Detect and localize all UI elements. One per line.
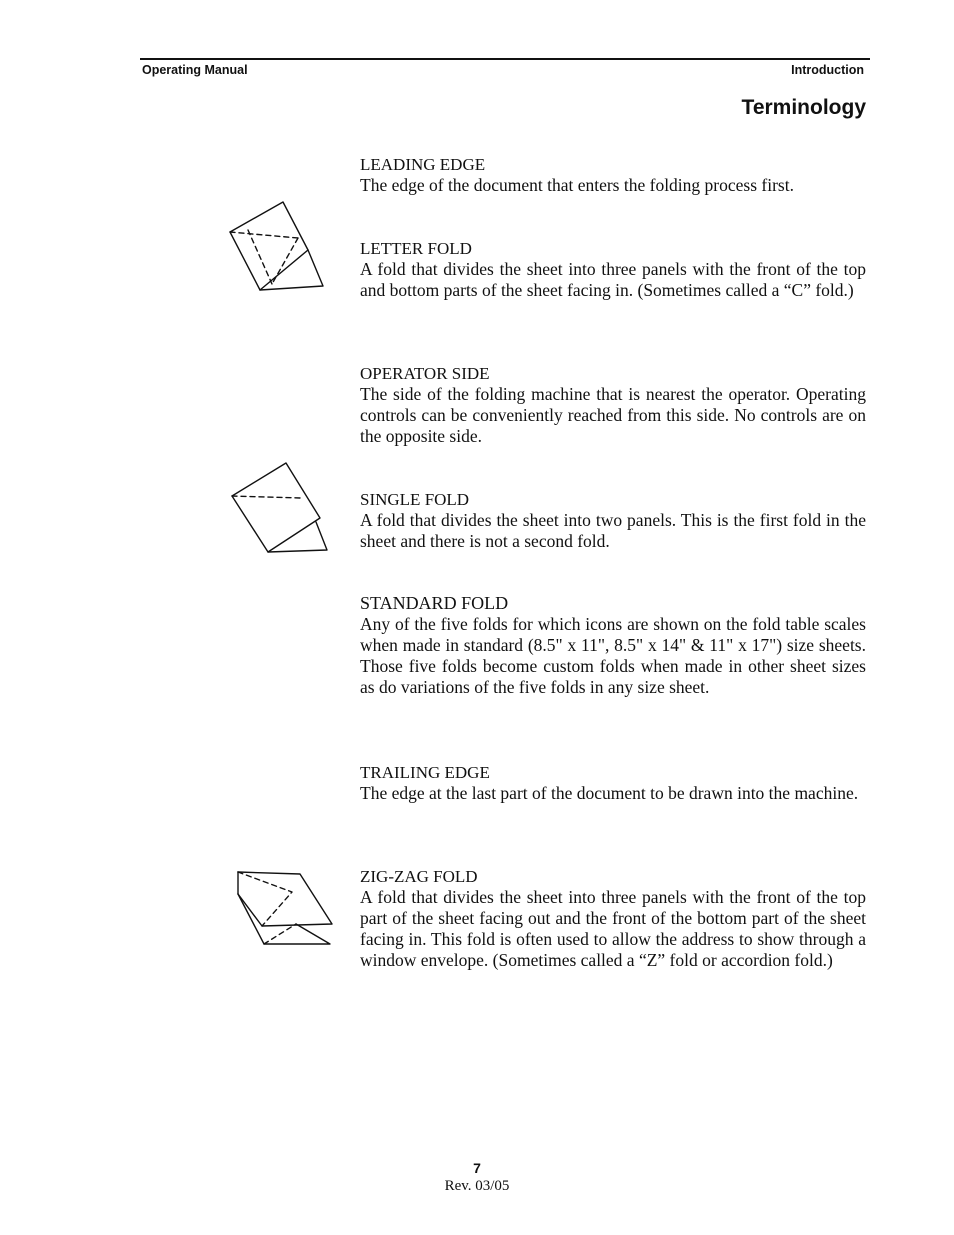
term-definition: A fold that divides the sheet into three panels with the front of the top part of the sheet facing out and the front of the bottom part of the sheet facing in. This fold is often used to allow the address to show through a window envelope. (Sometimes called a “Z” fold or accordion fold.) xyxy=(360,887,866,970)
term-name: SINGLE FOLD xyxy=(360,490,470,509)
page-number: 7 xyxy=(473,1160,481,1176)
term-name: ZIG-ZAG FOLD xyxy=(360,867,478,886)
term-operator-side xyxy=(360,363,866,447)
term-leading-edge xyxy=(360,154,866,196)
term-letter-fold xyxy=(360,238,866,301)
term-name: OPERATOR SIDE xyxy=(360,364,490,383)
single-fold-icon xyxy=(228,460,332,556)
term-single-fold xyxy=(360,489,866,552)
term-name: TRAILING EDGE xyxy=(360,763,490,782)
letter-fold-icon xyxy=(226,200,326,292)
term-definition: The edge at the last part of the document to be drawn into the machine. xyxy=(360,783,859,803)
term-name: STANDARD FOLD xyxy=(360,593,509,613)
header-chapter: Introduction xyxy=(791,63,864,77)
header-manual-title: Operating Manual xyxy=(142,63,248,77)
header-rule xyxy=(140,58,870,60)
term-trailing-edge xyxy=(360,762,866,804)
term-definition: A fold that divides the sheet into two panels. This is the first fold in the sheet and there is not a second fold. xyxy=(360,510,866,551)
term-zig-zag-fold xyxy=(360,866,866,971)
term-definition: Any of the five folds for which icons are shown on the fold table scales when made in standard (8.5" x 11", 8.5" x 14" & 11" x 17") size sheets. Those five folds become custom folds when made in other sheet sizes as do variations of the five folds in any size sheet. xyxy=(360,614,866,697)
term-definition: A fold that divides the sheet into three panels with the front of the top and bottom parts of the sheet facing in. (Sometimes called a “C” fold.) xyxy=(360,259,866,300)
zig-zag-fold-icon xyxy=(234,866,334,948)
term-name: LETTER FOLD xyxy=(360,239,472,258)
term-definition: The side of the folding machine that is nearest the operator. Operating controls can be conveniently reached from this side. No controls are on the opposite side. xyxy=(360,384,866,446)
term-standard-fold xyxy=(360,593,866,698)
term-name: LEADING EDGE xyxy=(360,155,486,174)
term-definition: The edge of the document that enters the folding process first. xyxy=(360,175,794,195)
section-title: Terminology xyxy=(741,96,866,119)
revision-date: Rev. 03/05 xyxy=(444,1178,510,1194)
